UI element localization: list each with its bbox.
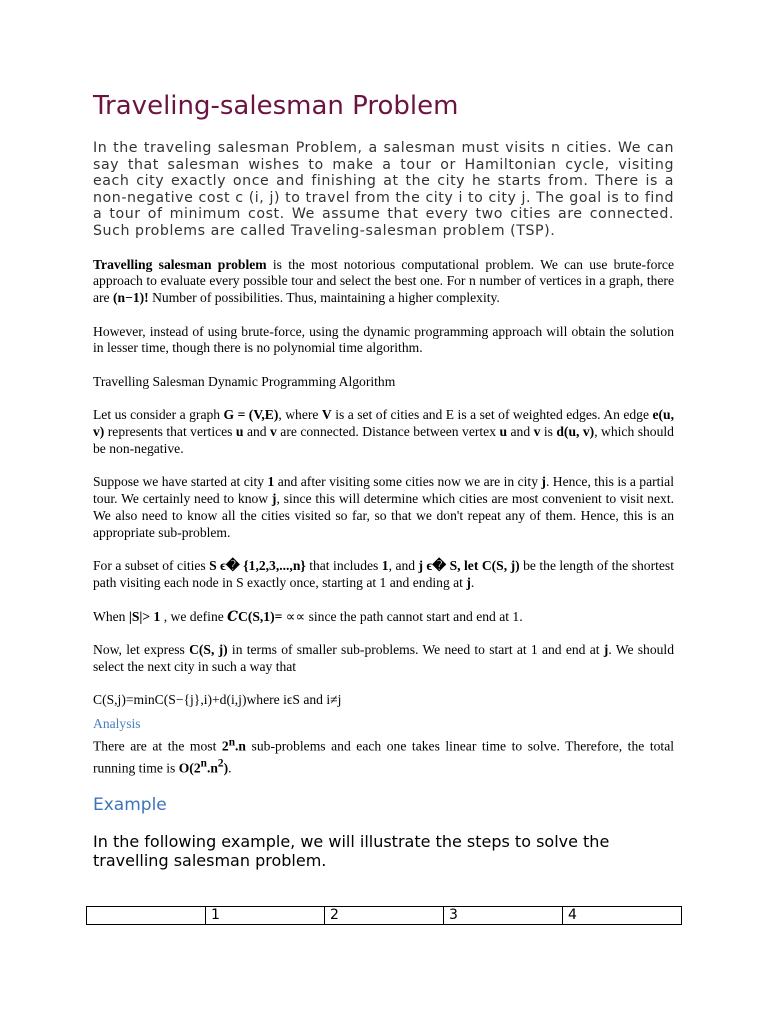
text-run: be the length of the shortest path visiting each node in S exactly once, starting at 1 and ending at <box>93 558 674 591</box>
bold-term: j <box>271 491 277 507</box>
text-run: represents that vertices <box>104 424 236 440</box>
bold-term: v <box>533 424 541 440</box>
text-run: ∝∝ since the path cannot start and end at 1. <box>282 608 523 624</box>
bold-term: G = (V,E) <box>223 407 279 423</box>
text-run: . <box>470 575 475 591</box>
paragraph-graph-definition <box>93 407 674 457</box>
text-run: Number of possibilities. Thus, maintaining a higher complexity. <box>148 290 500 306</box>
table-header-cell: 3 <box>444 907 563 925</box>
text-run: . We should select the next city in such a way that <box>93 642 674 674</box>
table-header-cell: 4 <box>563 907 682 925</box>
bold-term: V <box>321 407 332 423</box>
bold-term: .n <box>235 738 246 754</box>
analysis-heading: Analysis <box>93 716 141 732</box>
bold-term: C(S,1)= <box>238 608 283 624</box>
bold-term: j <box>603 642 609 658</box>
text-run: in terms of smaller sub-problems. We need to start at 1 and end at <box>227 642 604 658</box>
bold-term: Travelling salesman problem <box>93 256 267 272</box>
text-run: Suppose we have started at city <box>93 474 268 490</box>
superscript: 2 <box>217 757 224 770</box>
text-run: is a set of cities and E is a set of weighted edges. An edge <box>331 407 653 423</box>
bold-term: C(S, j) <box>189 642 228 658</box>
bold-term: j ϵ� S, let C(S, j) <box>418 558 520 574</box>
superscript: n <box>200 757 207 770</box>
text-run: , and <box>388 558 419 574</box>
table-header-cell: 2 <box>325 907 444 925</box>
text-run: is <box>540 424 557 440</box>
distance-table <box>86 906 682 925</box>
text-run: and <box>507 424 534 440</box>
example-heading: Example <box>93 794 167 815</box>
paragraph-partial-tour <box>93 474 674 541</box>
bold-term: j <box>541 474 546 490</box>
text-run: and after visiting some cities now we are in city <box>274 474 542 490</box>
text-run: When <box>93 608 129 624</box>
bold-term: d(u, v) <box>556 424 595 440</box>
text-run: that includes <box>305 558 382 574</box>
bold-term: ) <box>223 760 229 776</box>
text-run: . Hence, this is a partial tour. We certainly need to know <box>93 474 674 507</box>
bold-term: (n−1)! <box>113 290 149 306</box>
bold-term: |S|> 1 <box>128 608 161 624</box>
example-intro: In the following example, we will illustrate the steps to solve the travelling salesman problem. <box>93 831 610 870</box>
text-run: . <box>228 760 232 776</box>
bold-term: .n <box>206 760 218 776</box>
paragraph-brute-force <box>93 257 674 307</box>
bold-term: O(2 <box>178 760 201 776</box>
superscript: n <box>228 736 236 749</box>
page-title: Traveling-salesman Problem <box>93 91 459 121</box>
text-run: For a subset of cities <box>93 558 210 574</box>
bold-term: u <box>235 424 244 440</box>
table-header-row <box>87 907 682 925</box>
bold-term: S ϵ� {1,2,3,...,n} <box>209 558 306 574</box>
paragraph-subset-definition <box>93 558 674 592</box>
text-run: There are at the most <box>93 738 222 754</box>
text-run: and <box>243 424 271 440</box>
paragraph-analysis <box>93 734 674 777</box>
text-run: sub-problems and each one takes linear time to solve. Therefore, the total running time is <box>93 738 675 776</box>
text-run: Now, let express <box>93 642 190 658</box>
document-content <box>93 88 674 882</box>
text-run: , where <box>278 407 322 423</box>
algorithm-heading: Travelling Salesman Dynamic Programming Algorithm <box>93 373 396 389</box>
cost-symbol: C <box>227 608 238 625</box>
paragraph-base-case <box>93 609 674 626</box>
bold-term: 1 <box>267 474 275 490</box>
text-run: , which should be non-negative. <box>93 424 674 456</box>
text-run: are connected. Distance between vertex <box>276 424 500 440</box>
text-run: , since this will determine which cities are most convenient to visit next. We also need to know all the cities visited so far, so that we don't repeat any of them. Hence, this is an appropriate sub-problem. <box>93 491 674 540</box>
text-run: Let us consider a graph <box>93 407 224 423</box>
bold-term: j <box>466 575 471 591</box>
text-run: is the most notorious computational problem. We can use brute-force approach to evaluate every possible tour and select the best one. For n number of vertices in a graph, there are <box>93 256 674 306</box>
paragraph-subproblems <box>93 642 674 676</box>
recurrence-formula: C(S,j)=minC(S−{j},i)+d(i,j)where iϵS and i≠j <box>93 692 342 708</box>
table-header-cell: 1 <box>206 907 325 925</box>
bold-term: 1 <box>381 558 389 574</box>
intro-paragraph: In the traveling salesman Problem, a salesman must visits n cities. We can say that salesman wishes to make a tour or Hamiltonian cycle, visiting each city exactly once and finishing at the city he starts from. There is a non-negative cost c (i, j) to travel from the city i to city j. The goal is to find a tour of minimum cost. We assume that every two cities are connected. Such problems are called Traveling-salesman problem (TSP). <box>93 140 674 239</box>
bold-term: 2 <box>221 738 229 754</box>
bold-term: v <box>270 424 277 440</box>
table-header-cell <box>87 907 206 925</box>
bold-term: u <box>499 424 508 440</box>
bold-term: e(u, v) <box>93 407 675 440</box>
paragraph-dynamic-programming: However, instead of using brute-force, using the dynamic programming approach will obtain the solution in lesser time, though there is no polynomial time algorithm. <box>93 323 674 356</box>
text-run: , we define <box>160 608 228 624</box>
